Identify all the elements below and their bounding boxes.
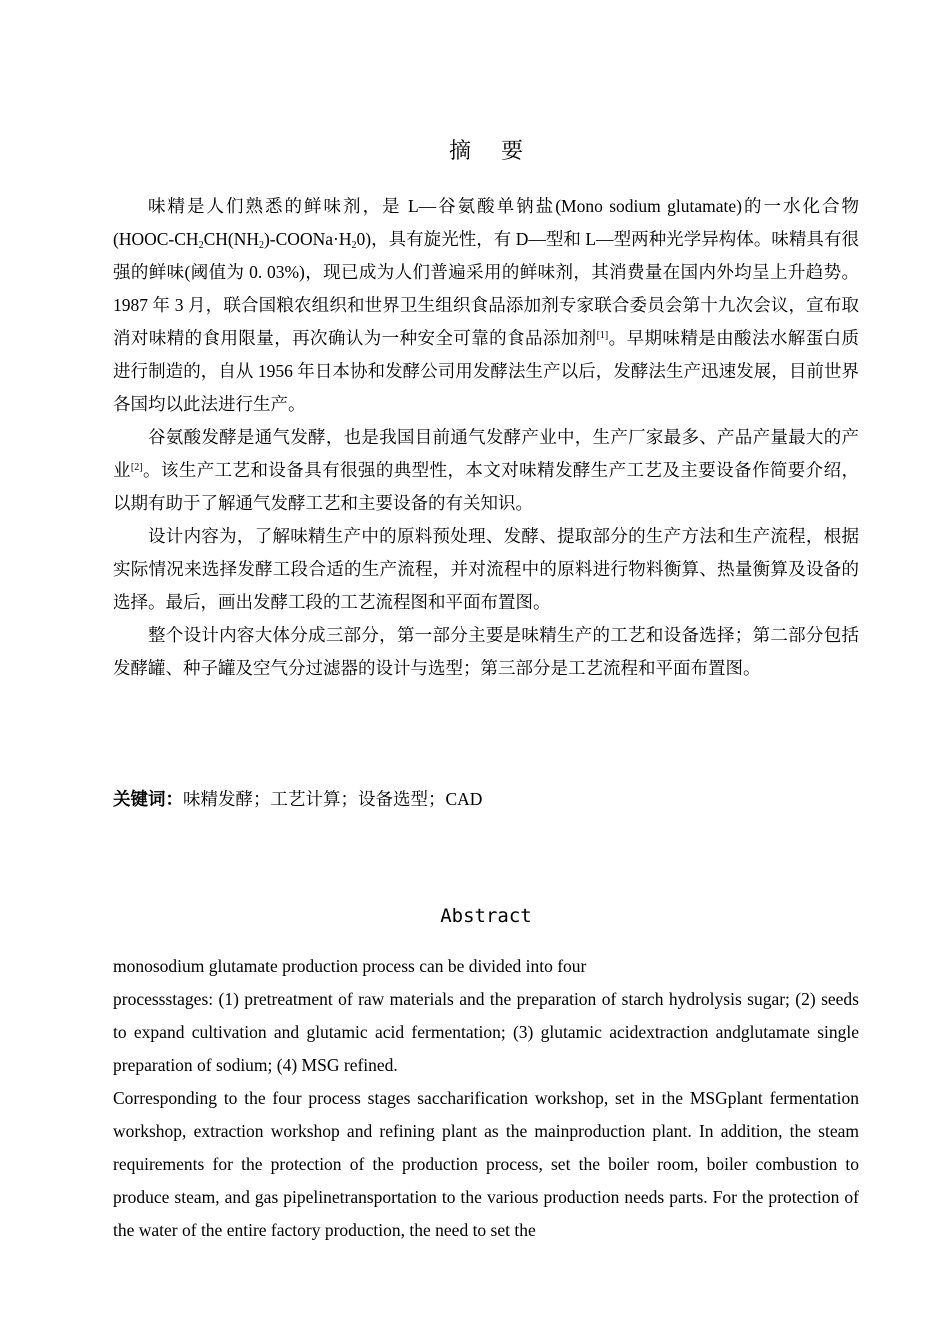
zh-paragraph-2 bbox=[113, 421, 859, 520]
en-line-1: monosodium glutamate production process can be divided into four bbox=[113, 956, 587, 976]
en-abstract-title: Abstract bbox=[440, 905, 532, 927]
zh-abstract-title: 摘要 bbox=[448, 138, 553, 163]
zh-keywords bbox=[113, 786, 859, 811]
zh-p1-text-e: 。早期味精是由酸法水解蛋白质进行制造的，自从 1956 年日本协和发酵公司用发酵法生产以后，发酵法生产迅速发展，目前世界各国均以此法进行生产。 bbox=[113, 328, 860, 414]
zh-paragraph-4: 整个设计内容大体分成三部分，第一部分主要是味精生产的工艺和设备选择；第二部分包括发酵罐、种子罐及空气分过滤器的设计与选型；第三部分是工艺流程和平面布置图。 bbox=[113, 625, 859, 678]
subscript: 2 bbox=[351, 240, 357, 251]
en-abstract-body bbox=[113, 950, 859, 1247]
zh-abstract-body bbox=[113, 190, 859, 685]
zh-p2-text-a: 谷氨酸发酵是通气发酵，也是我国目前通气发酵产业中，生产厂家最多、产品产量最大的产业 bbox=[113, 427, 859, 480]
keywords-value: 味精发酵；工艺计算；设备选型；CAD bbox=[183, 789, 483, 809]
citation-ref-2: [2] bbox=[130, 462, 143, 473]
en-paragraph-1: processstages: (1) pretreatment of raw materials and the preparation of starch hydrolysis sugar; (2) seeds to expand cultivation and glutamic acid fermentation; (3) glutamic acidextraction andglutamate single preparation of sodium; (4) MSG refined. bbox=[113, 989, 859, 1075]
zh-paragraph-3: 设计内容为，了解味精生产中的原料预处理、发酵、提取部分的生产方法和生产流程，根据实际情况来选择发酵工段合适的生产流程，并对流程中的原料进行物料衡算、热量衡算及设备的选择。最后，画出发酵工段的工艺流程图和平面布置图。 bbox=[113, 526, 859, 612]
subscript: 2 bbox=[198, 240, 204, 251]
zh-p1-text-d: 0)，具有旋光性，有 D—型和 L—型两种光学异构体。味精具有很强的鲜味(阈值为 0. 03%)，现已成为人们普遍采用的鲜味剂，其消费量在国内外均呈上升趋势。1987 年 3 月，联合国粮农组织和世界卫生组织食品添加剂专家联合委员会第十九次会议，宣布取消对味精的食用限量，再次确认为一种安全可靠的食品添加剂 bbox=[113, 229, 859, 348]
citation-ref-1: [1] bbox=[596, 330, 609, 341]
zh-p1-text-b: CH(NH bbox=[203, 229, 259, 249]
zh-paragraph-1 bbox=[113, 190, 859, 421]
subscript: 2 bbox=[258, 240, 264, 251]
zh-p1-text-a: 味精是人们熟悉的鲜味剂，是 L—谷氨酸单钠盐(Mono sodium glutamate)的一水化合物(HOOC-CH bbox=[113, 196, 859, 249]
en-paragraph-2: Corresponding to the four process stages saccharification workshop, set in the MSGplant fermentation workshop, extraction workshop and refining plant as the mainproduction plant. In addition, the steam requirements for the protection of the production process, set the boiler room, boiler combustion to produce steam, and gas pipelinetransportation to the various production needs parts. For the protection of the water of the entire factory production, the need to set the bbox=[113, 1088, 859, 1240]
zh-p1-text-c: )-COONa·H bbox=[263, 229, 352, 249]
zh-p2-text-b: 。该生产工艺和设备具有很强的典型性，本文对味精发酵生产工艺及主要设备作简要介绍，以期有助于了解通气发酵工艺和主要设备的有关知识。 bbox=[113, 460, 860, 513]
keywords-label: 关键词： bbox=[113, 789, 183, 809]
